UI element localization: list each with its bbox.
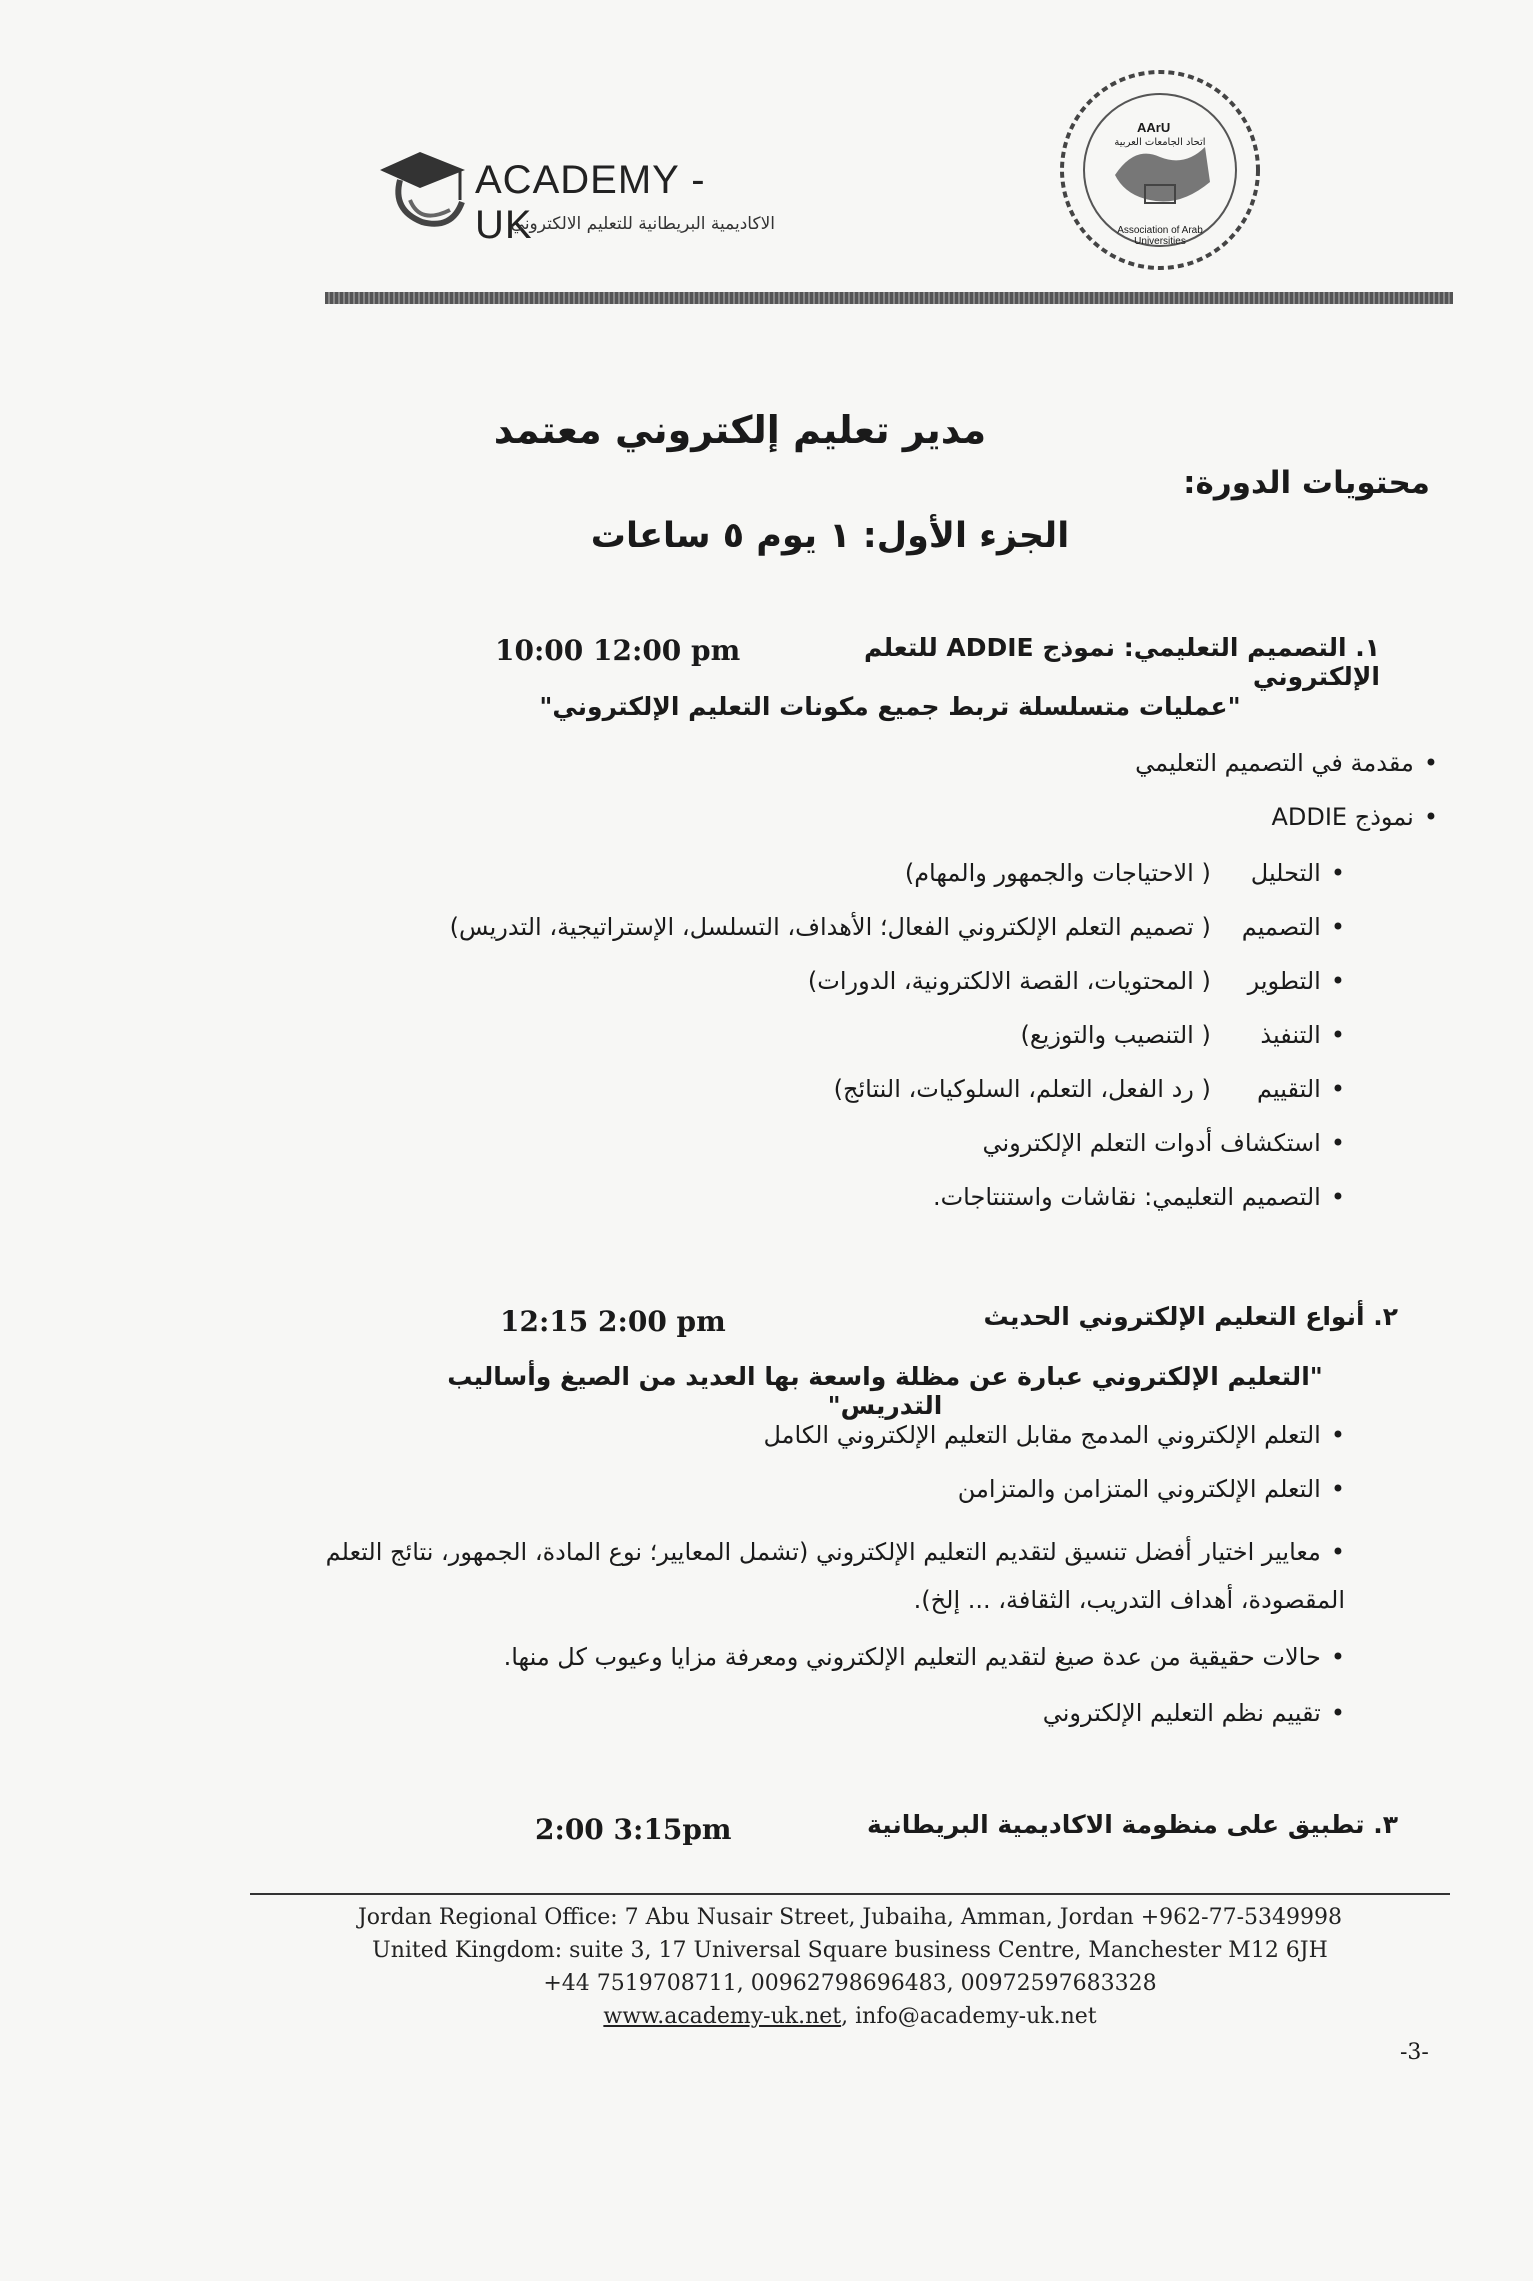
graduation-cap-icon [370, 140, 480, 260]
course-contents-label: محتويات الدورة: [1183, 465, 1430, 501]
section-2-quote: "التعليم الإلكتروني عبارة عن مظلة واسعة بها العديد من الصيغ وأساليب التدريس" [447, 1362, 1323, 1420]
section-1-title-text: التصميم التعليمي: نموذج ADDIE للتعلم الإلكتروني [863, 633, 1380, 691]
list-item: •نموذج ADDIE [1271, 803, 1438, 831]
website-link[interactable]: www.academy-uk.net [603, 2004, 842, 2029]
footer-divider [250, 1893, 1450, 1895]
section-2-title: ٢. أنواع التعليم الإلكتروني الحديث [983, 1302, 1398, 1331]
list-item: •التعلم الإلكتروني المدمج مقابل التعليم الإلكتروني الكامل [763, 1421, 1345, 1449]
part-heading: الجزء الأول: ١ يوم ٥ ساعات [590, 516, 1070, 556]
aaru-seal [1055, 65, 1265, 275]
section-3-time: 2:00 3:15pm [535, 1813, 732, 1846]
addie-item-development: •التطوير( المحتويات، القصة الالكترونية، الدورات) [807, 967, 1345, 995]
addie-item-analysis: •التحليل( الاحتياجات والجمهور والمهام) [904, 859, 1345, 887]
addie-item-implementation: •التنفيذ( التنصيب والتوزيع) [1020, 1021, 1345, 1049]
section-1-quote: "عمليات متسلسلة تربط جميع مكونات التعليم الإلكتروني" [539, 692, 1241, 721]
section-3-title: ٣. تطبيق على منظومة الاكاديمية البريطانية [867, 1810, 1398, 1839]
addie-item-evaluation: •التقييم( رد الفعل، التعلم، السلوكيات، النتائج) [833, 1075, 1345, 1103]
section-2-title-text: أنواع التعليم الإلكتروني الحديث [983, 1302, 1365, 1331]
addie-item-design: •التصميم( تصميم التعلم الإلكتروني الفعال؛ الأهداف، التسلسل، الإستراتيجية، التدريس) [449, 913, 1345, 941]
section-3-number: ٣ [1382, 1810, 1398, 1839]
section-1-number: ١ [1364, 633, 1380, 662]
section-1-time: 10:00 12:00 pm [495, 634, 741, 667]
page-number: -3- [1400, 2040, 1429, 2065]
email-text: , info@academy-uk.net [841, 2004, 1097, 2029]
seal-arabic-text: اتحاد الجامعات العربية [1114, 137, 1206, 148]
list-item: •معايير اختيار أفضل تنسيق لتقديم التعليم الإلكتروني (تشمل المعايير؛ نوع المادة، الجمهور، نتائج التعلم المقصودة، أهداف التدريب، الثقافة، ... إلخ). [325, 1538, 1345, 1614]
academy-wordmark: ACADEMY - UK [475, 158, 706, 247]
footer-contact [270, 2004, 1430, 2029]
list-item: •استكشاف أدوات التعلم الإلكتروني [982, 1129, 1345, 1157]
seal-abbreviation: AArU [1137, 120, 1171, 135]
document-title: مدير تعليم إلكتروني معتمد [493, 408, 987, 452]
section-1-title: ١. التصميم التعليمي: نموذج ADDIE للتعلم الإلكتروني [863, 633, 1380, 691]
list-item: •حالات حقيقية من عدة صيغ لتقديم التعليم الإلكتروني ومعرفة مزايا وعيوب كل منها. [503, 1643, 1345, 1671]
header-divider [325, 292, 1453, 304]
seal-english-text: Association of Arab Universities [1117, 225, 1203, 247]
section-2-time: 12:15 2:00 pm [500, 1305, 726, 1338]
academy-uk-logo [370, 140, 775, 260]
section-3-title-text: تطبيق على منظومة الاكاديمية البريطانية [867, 1810, 1365, 1839]
list-item: •تقييم نظم التعليم الإلكتروني [1042, 1699, 1345, 1727]
section-2-number: ٢ [1382, 1302, 1398, 1331]
list-item: •مقدمة في التصميم التعليمي [1135, 749, 1438, 777]
list-item: •التصميم التعليمي: نقاشات واستنتاجات. [932, 1183, 1345, 1211]
footer-jordan-office: Jordan Regional Office: 7 Abu Nusair Street, Jubaiha, Amman, Jordan +962-77-5349998 [357, 1905, 1343, 1930]
list-item: •التعلم الإلكتروني المتزامن والمتزامن [957, 1475, 1345, 1503]
footer-phones: +44 7519708711, 00962798696483, 00972597683328 [543, 1971, 1157, 1996]
footer-uk-office: United Kingdom: suite 3, 17 Universal Square business Centre, Manchester M12 6JH [372, 1938, 1328, 1963]
academy-arabic-name: الاكاديمية البريطانية للتعليم الالكتروني [510, 214, 775, 234]
